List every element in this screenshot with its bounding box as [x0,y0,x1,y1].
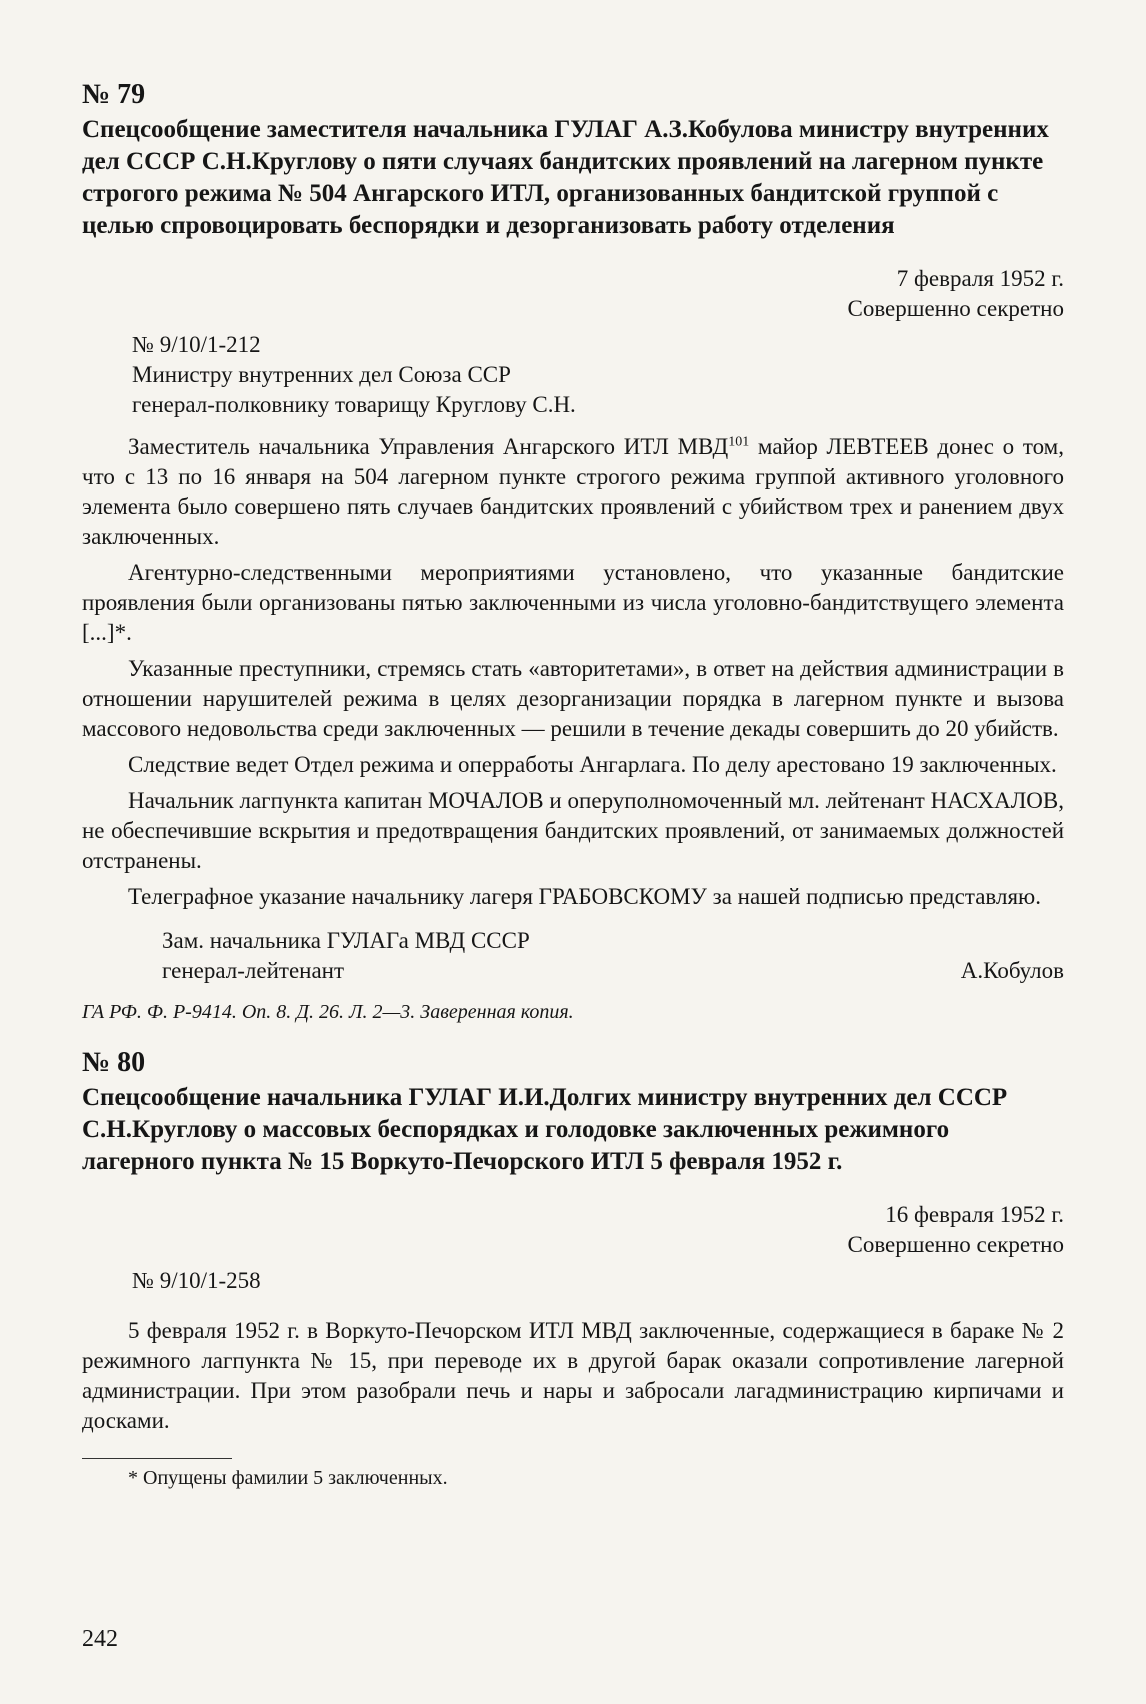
footnote: * Опущены фамилии 5 заключенных. [128,1467,448,1489]
doc-79-paragraph-4: Следствие ведет Отдел режима и оперработы Ангарлага. По делу арестовано 19 заключенных. [128,752,1057,777]
doc-79-p1-text-a: Заместитель начальника Управления Ангарского ИТЛ МВД [128,434,729,459]
doc-79-header-block [82,330,1064,420]
doc-79-p1-text-b: майор ЛЕВТЕЕВ донес о том, что с 13 по 16 января на 504 лагерном пункте строгого режима группой активного уголовного элемента было совершено пять случаев бандитских проявлений с убийством трех и ранением двух заключенных. [82,434,1064,549]
doc-80-ref-number: № 9/10/1-258 [132,1268,261,1293]
doc-79-paragraph-1 [82,432,1064,552]
doc-79-addressee-line1: Министру внутренних дел Союза ССР [132,362,511,387]
doc-79-sig-rank: генерал-лейтенант [162,958,345,983]
doc-79-sig-name: А.Кобулов [960,958,1064,983]
doc-79-archive-reference: ГА РФ. Ф. Р-9414. Оп. 8. Д. 26. Л. 2—3. Заверенная копия. [82,1001,574,1023]
doc-79-ref-number: № 9/10/1-212 [132,332,261,357]
doc-79-addressee-line2: генерал-полковнику товарищу Круглову С.Н. [132,392,576,417]
doc-79-p1-footnote-ref: 101 [728,434,750,450]
footnote-divider [82,1458,232,1459]
document-page [82,78,1064,1491]
doc-80-paragraph-1: 5 февраля 1952 г. в Воркуто-Печорском ИТЛ МВД заключенные, содержащиеся в бараке № 2 режимного лагпункта № 15, при переводе их в другой барак оказали сопротивление лагерной администрации. При этом разобрали печь и нары и забросали лагадминистрацию кирпичами и досками. [82,1318,1064,1433]
page-number: 242 [82,1626,118,1652]
doc-79-paragraph-5: Начальник лагпункта капитан МОЧАЛОВ и оперуполномоченный мл. лейтенант НАСХАЛОВ, не обеспечившие вскрытия и предотвращения бандитских проявлений, от занимаемых должностей отстранены. [82,788,1064,873]
doc-80-number: № 80 [82,1047,146,1078]
doc-79-signature [82,926,1064,986]
doc-79-paragraph-6: Телеграфное указание начальнику лагеря ГРАБОВСКОМУ за нашей подписью представляю. [128,884,1041,909]
doc-79-sig-position: Зам. начальника ГУЛАГа МВД СССР [162,928,530,953]
doc-80-title: Спецсообщение начальника ГУЛАГ И.И.Долгих министру внутренних дел СССР С.Н.Круглову о массовых беспорядках и голодовке заключенных режимного лагерного пункта № 15 Воркуто-Печорского ИТЛ 5 февраля 1952 г. [82,1084,1008,1175]
doc-80-classification: Совершенно секретно [847,1232,1064,1257]
doc-79-classification: Совершенно секретно [847,296,1064,321]
doc-79-title: Спецсообщение заместителя начальника ГУЛАГ А.З.Кобулова министру внутренних дел СССР С.Н.Круглову о пяти случаях бандитских проявлений на лагерном пункте строгого режима № 504 Ангарского ИТЛ, организованных бандитской группой с целью спровоцировать беспорядки и дезорганизовать работу отделения [82,116,1049,239]
doc-79-paragraph-3: Указанные преступники, стремясь стать «авторитетами», в ответ на действия администрации в отношении нарушителей режима в целях дезорганизации порядка в лагерном пункте и вызова массового недовольства среди заключенных — решили в течение декады совершить до 20 убийств. [82,656,1064,741]
doc-79-paragraph-2: Агентурно-следственными мероприятиями установлено, что указанные бандитские проявления были организованы пятью заключенными из числа уголовно-бандитствущего элемента [...]*. [82,560,1064,645]
doc-80-header-block [82,1266,1064,1296]
doc-79-number: № 79 [82,79,146,110]
doc-79-date: 7 февраля 1952 г. [896,266,1064,291]
doc-80-date: 16 февраля 1952 г. [885,1202,1064,1227]
